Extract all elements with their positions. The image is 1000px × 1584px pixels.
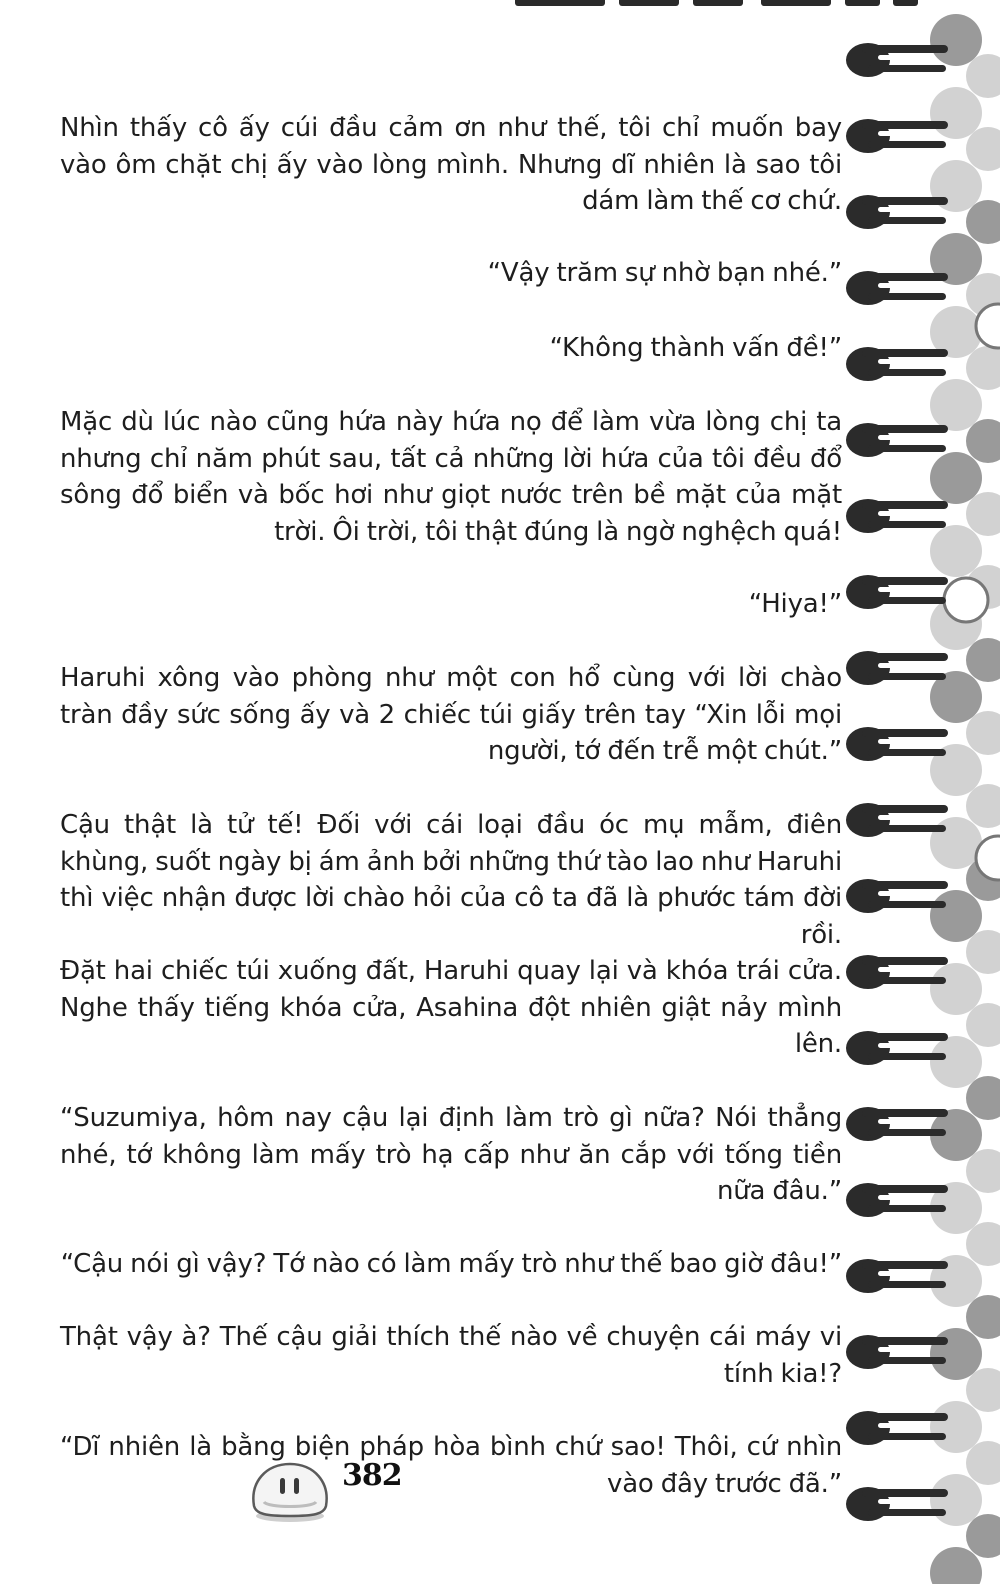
paragraph: Mặc dù lúc nào cũng hứa này hứa nọ để làm vừa lòng chị ta nhưng chỉ năm phút sau, tất cả những lời hứa của tôi đều đổ sông đổ biển và bốc hơi như giọt nước trên bề mặt của mặt trời. Ôi trời, tôi thật đúng là ngờ nghệch quá! bbox=[60, 407, 842, 547]
spiral-dot bbox=[930, 890, 982, 942]
spiral-coil bbox=[846, 195, 948, 229]
paragraph: “Dĩ nhiên là bằng biện pháp hòa bình chứ sao! Thôi, cứ nhìn vào đây trước đã.” bbox=[60, 1432, 842, 1499]
paragraph: Haruhi xông vào phòng như một con hổ cùng với lời chào tràn đầy sức sống ấy và 2 chiếc túi giấy trên tay “Xin lỗi mọi người, tớ đến trễ một chút.” bbox=[60, 663, 842, 766]
spiral-coil bbox=[846, 43, 948, 77]
paragraph: Thật vậy à? Thế cậu giải thích thế nào về chuyện cái máy vi tính kia!? bbox=[60, 1322, 842, 1389]
spiral-dot bbox=[930, 525, 982, 577]
spiral-ring-outline bbox=[944, 578, 988, 622]
paragraph: Nhìn thấy cô ấy cúi đầu cảm ơn như thế, tôi chỉ muốn bay vào ôm chặt chị ấy vào lòng mình. Nhưng dĩ nhiên là sao tôi dám làm thế cơ chứ. bbox=[60, 113, 842, 216]
spiral-dot bbox=[930, 87, 982, 139]
paragraph: “Suzumiya, hôm nay cậu lại định làm trò gì nữa? Nói thẳng nhé, tớ không làm mấy trò hạ cấp như ăn cắp với tống tiền nữa đâu.” bbox=[60, 1103, 842, 1206]
spiral-binding-decoration bbox=[838, 0, 1000, 1584]
spiral-circles bbox=[930, 14, 1000, 1584]
spiral-coil bbox=[846, 423, 948, 457]
spiral-coil bbox=[846, 1031, 948, 1065]
spiral-coil bbox=[846, 955, 948, 989]
spiral-dot bbox=[930, 379, 982, 431]
spiral-dot bbox=[930, 452, 982, 504]
dialogue-line: “Hiya!” bbox=[748, 589, 842, 619]
spiral-dot bbox=[930, 1036, 982, 1088]
spiral-coil bbox=[846, 271, 948, 305]
spiral-dot bbox=[930, 963, 982, 1015]
spiral-coil bbox=[846, 499, 948, 533]
spiral-dot bbox=[930, 1401, 982, 1453]
spiral-coil bbox=[846, 575, 948, 609]
spiral-coil bbox=[846, 651, 948, 685]
spiral-dot bbox=[930, 1474, 982, 1526]
spiral-dot bbox=[930, 817, 982, 869]
spiral-dot bbox=[930, 14, 982, 66]
spiral-coil bbox=[846, 727, 948, 761]
spiral-coil bbox=[846, 879, 948, 913]
dialogue-line: “Vậy trăm sự nhờ bạn nhé.” bbox=[487, 258, 842, 288]
dialogue-line: “Không thành vấn đề!” bbox=[549, 333, 842, 363]
spiral-coil bbox=[846, 803, 948, 837]
paragraph: Đặt hai chiếc túi xuống đất, Haruhi quay lại và khóa trái cửa. Nghe thấy tiếng khóa cửa, Asahina đột nhiên giật nảy mình lên. bbox=[60, 956, 842, 1059]
spiral-dot bbox=[930, 1328, 982, 1380]
dialogue-line: “Cậu nói gì vậy? Tớ nào có làm mấy trò như thế bao giờ đâu!” bbox=[60, 1249, 842, 1279]
rounded-blob-icon bbox=[244, 1460, 336, 1524]
paragraph: Cậu thật là tử tế! Đối với cái loại đầu óc mụ mẫm, điên khùng, suốt ngày bị ám ảnh bởi những thứ tào lao như Haruhi thì việc nhận được lời chào hỏi của cô ta đã là phước tám đời rồi. bbox=[60, 810, 842, 950]
spiral-coil bbox=[846, 347, 948, 381]
page-number: 382 bbox=[342, 1458, 402, 1493]
spiral-coil bbox=[846, 119, 948, 153]
